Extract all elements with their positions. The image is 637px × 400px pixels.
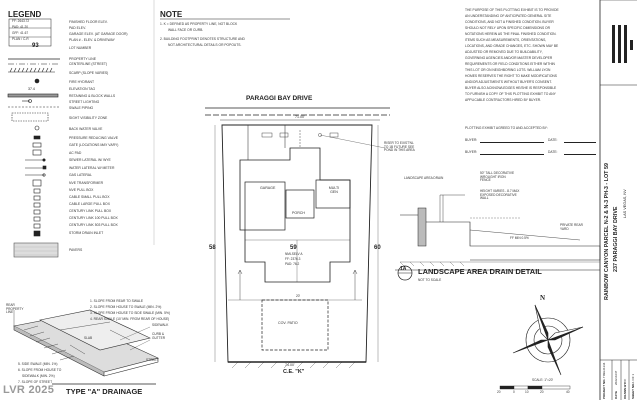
detail-label-slope: FF MIN 0.5% [510,236,529,240]
legend-symbols [8,19,60,257]
legend-row-storm-drain: STORM DRAIN INLET [69,231,104,235]
tb-label-drawn-by: DRAWN BY [623,382,627,399]
disclaimer-line: AND/OR ADJUSTMENTS WITHOUT BUYER'S CONSENT. [465,80,552,84]
legend-row-swale: SWALE PIPING [69,106,94,110]
landscape-detail-linework [395,195,600,270]
covered-patio-label: COV. PATIO [278,321,298,325]
scale-tick: 40 [566,390,570,394]
legend-row-prv: PRESSURE REDUCING VALVE [69,136,119,140]
disclaimer-line: NOTATIONS HEREIN AS THE FINAL FINISHED CONDITION. [465,32,557,36]
legend-desc-gff: GARAGE ELEV. (AT GARAGE DOOR) [69,32,128,36]
drainage-note-1: 1. SLOPE FROM REAR TO SWALE [90,299,144,303]
lot-number: 59 [290,245,297,251]
title-block-city: LAS VEGAS, NV [623,189,627,218]
date-label-2: DATE: [548,150,558,154]
date-label-1: DATE: [548,138,558,142]
top-width-dim: 71.00' [295,115,305,119]
svg-text:N: N [540,294,546,302]
disclaimer-line: THIS LOT OR ON NEIGHBORING LOTS. WILLIAM LYON [465,68,551,72]
legend-title: LEGEND [8,10,42,19]
legend-row-pavers: PAVERS [69,248,83,252]
legend-row-nve-pull: NVE PULL BOX [69,188,94,192]
legend-row-hydrant: FIRE HYDRANT [69,80,95,84]
detail-subtitle: NOT TO SCALE [418,278,442,282]
scale-tick: 0 [513,390,515,394]
legend-row-sight-zone: SIGHT VISIBILITY ZONE [69,116,108,120]
front-dim: 20' [296,294,301,298]
north-arrow [513,305,583,375]
disclaimer-line: APPLICABLE CONTRACTORS HIRED BY BUYER. [465,98,542,102]
drainage-street: STREET [146,358,159,362]
detail-label-fence: 50" TALL DECORATIVE WROUGHT IRON FENCE [480,171,515,183]
note-line-4: NOT ARCHITECTURAL DETAILS OR POPOUTS. [168,43,242,47]
scale-bar [500,386,570,389]
legend-row-century-link-503: CENTURY LINK 503 PULL BOX [69,223,118,227]
disclaimer-line: ADJUSTED OR REMOVED DUE TO BUILDABILITY, [465,50,543,54]
disclaimer-agreed: PLOTTING EXHIBIT AGREED TO AND ACCEPTED BY: [465,126,548,130]
drainage-note-4: 4. REAR SWALE (10' MIN. FROM REAR OF HOUSE) [90,317,170,321]
detail-label-drain: LANDSCAPE AREA DRAIN [404,176,444,180]
lot-info-3: PAD: 76.2 [285,262,300,266]
drainage-curb: CURB & GUTTER [152,332,166,340]
legend-code-lot: 93 [32,43,39,49]
legend-desc-lot: LOT NUMBER [69,46,92,50]
drainage-diagram-linework [14,310,158,384]
legend-row-gate: GATE (LOCATIONS MAY VARY) [69,143,119,147]
note-line-2: WALL FACE OR CURB. [168,28,204,32]
porch-label: PORCH [292,211,305,215]
site-plan-linework [205,108,390,368]
disclaimer-line: REQUIREMENTS OR FIELD CONDITIONS EITHER WITHIN [465,62,555,66]
legend-code-plan: PLAN / C-R [12,37,29,41]
drainage-rear-property: REAR PROPERTY LINE [6,303,24,315]
watermark: LVR 2025 [3,384,55,396]
tb-label-sheet-no: SHEET NO. [631,382,635,399]
lot-info-1: NMLSELV A [285,252,303,256]
detail-title: LANDSCAPE AREA DRAIN DETAIL [418,267,542,276]
legend-row-walls: RETAINING & BLOCK WALLS [69,94,116,98]
disclaimer-line: BUYER ALSO ACKNOWLEDGES HE/SHE IS RESPONSIBLE [465,86,557,90]
tb-value-drawn-by: CC [623,378,627,383]
legend-row-elev-tag: ELEVATION TAG [69,87,96,91]
disclaimer-line: CONDITIONS, AND NOT A FINISHED CONDITION. BUYER [465,20,554,24]
scale-label: SCALE: 1"=20' [532,378,554,382]
tb-value-sheet-no: 1 OF 1 [631,373,635,383]
scale-tick: 10 [525,390,529,394]
drainage-slab: SLAB [84,336,93,340]
legend-row-sewer: SEWER LATERAL W/ WYE [69,158,111,162]
note-line-1: 1. K = DEFINED AS PROPERTY LINE, NOT BLOCK [160,22,238,26]
multi-gen-label: MULTI GEN [328,186,340,194]
callout-note: RISER TO EXIST'NL TO 1B FUTURE SEE POND IN THIS AREA [384,141,415,153]
legend-row-cable-small: CABLE SMALL PULL BOX [69,195,110,199]
legend-code-gff: GFF: 41.67 [12,31,29,35]
detail-label-yard: PRIVATE REAR YARD [560,223,583,231]
legend-row-gas: GAS LATERAL [69,173,92,177]
disclaimer-line: LOCATIONS, AND GRADE CHANGES, ETC. SHOWN MAY BE [465,44,559,48]
tb-label-date: DATE [614,391,618,399]
legend-row-transformer: NVE TRANSFORMER [69,181,104,185]
drainage-side-note-6b: SIDEWALK (MIN. 2%) [22,374,55,378]
buyer-signature-line-2[interactable] [480,154,544,155]
lot-info-2: FF: 2376.3 [285,257,301,261]
legend-row-back-water: BACK WATER VALVE [69,127,103,131]
disclaimer-line: THE PURPOSE OF THIS PLOTTING EXHIBIT IS TO PROVIDE [465,8,559,12]
tb-value-date: 2022-0247 [614,370,618,385]
tb-label-project-no: PROJECT NO. [602,378,606,399]
drainage-note-3: 3. SLOPE FROM HOUSE TO SIDE SWALE (MIN. 5%) [90,311,170,315]
scale-tick: 20 [540,390,544,394]
date-line-2[interactable] [564,154,596,155]
lot-58-label: 58 [209,245,216,251]
ce-k-label: C.E. "K" [283,369,305,375]
drainage-note-2: 2. SLOPE FROM HOUSE TO SWALE (MIN. 2%) [90,305,162,309]
company-logo [612,25,633,63]
drainage-side-note-5: 5. SIDE SWALE (MIN. 1%) [18,362,58,366]
detail-label-wall: HEIGHT VARIES - 8.7 MAX EXPOSED DECORATIVE WALL [480,189,520,201]
disclaimer-line: AN UNDERSTANDING OF ANTICIPATED GENERAL SITE [465,14,552,18]
legend-row-ac-pad: AC PAD [69,151,82,155]
legend-row-water: WATER LATERAL W/ METER [69,166,115,170]
date-line-1[interactable] [564,142,596,143]
tb-value-project-no: T09H21134 [602,362,606,378]
disclaimer-line: HOMES RESERVES THE RIGHT TO MAKE MODIFICATIONS [465,74,557,78]
detail-tag: 1A [400,266,407,272]
disclaimer-line: SHOULD NOT RELY UPON SPECIFIC DIMENSIONS OR [465,26,551,30]
drainage-side-note-7: 7. SLOPE OF STREET [18,380,53,384]
svg-text:37.4: 37.4 [28,87,35,91]
title-block-project: RAINBOW CANYON PARCEL N-2 & N-3 PH-3 - LOT 59 [604,163,610,300]
bottom-width-dim: 74.00' [285,363,295,367]
legend-row-century-link: CENTURY LINK PULL BOX [69,209,112,213]
scale-tick: 20 [497,390,501,394]
drainage-sidewalk: SIDEWALK [152,323,169,327]
drainage-side-note-6: 6. SLOPE FROM HOUSE TO [18,368,62,372]
legend-row-street-light: STREET LIGHTING [69,100,100,104]
legend-row-cable-large: CABLE LARGE PULL BOX [69,202,110,206]
legend-desc-centerline: CENTERLINE (STREET) [69,62,108,66]
lot-60-label: 60 [374,245,381,251]
legend-row-century-link-100: CENTURY LINK 100 PULL BOX [69,216,118,220]
legend-row-scarp: SCARP (SLOPE VARIES) [69,71,109,75]
disclaimer-line: ITEMS SUCH AS MEASUREMENTS, ORIENTATIONS, [465,38,547,42]
legend-desc-property-line: PROPERTY LINE [69,57,97,61]
drainage-title: TYPE "A" DRAINAGE [66,387,143,396]
buyer-label-2: BUYER: [465,150,478,154]
garage-label: GARAGE [260,186,276,190]
legend-code-pad: PAD: 41.20 [12,25,29,29]
legend-desc-pad: PAD ELEV. [69,26,86,30]
street-name: PARAGGI BAY DRIVE [246,95,313,102]
buyer-label-1: BUYER: [465,138,478,142]
note-title: NOTE [160,10,183,19]
legend-desc-plan: PLAN # - ELEV. & DRIVEWAY [69,38,115,42]
note-line-3: 2. BUILDING FOOTPRINT DENOTES STRUCTURE AND [160,37,245,41]
disclaimer-line: TO FURNISH A COPY OF THIS PLOTTING EXHIBIT TO ANY [465,92,556,96]
legend-code-ff: FF: 2643.72 [12,19,30,23]
disclaimer-line: GOVERNING AGENCIES AND/OR MASTER DEVELOPER [465,56,553,60]
legend-desc-ff: FINISHED FLOOR ELEV. [69,20,108,24]
title-block-address: 237 PARAGGI BAY DRIVE [613,206,619,272]
buyer-signature-line-1[interactable] [480,142,544,143]
